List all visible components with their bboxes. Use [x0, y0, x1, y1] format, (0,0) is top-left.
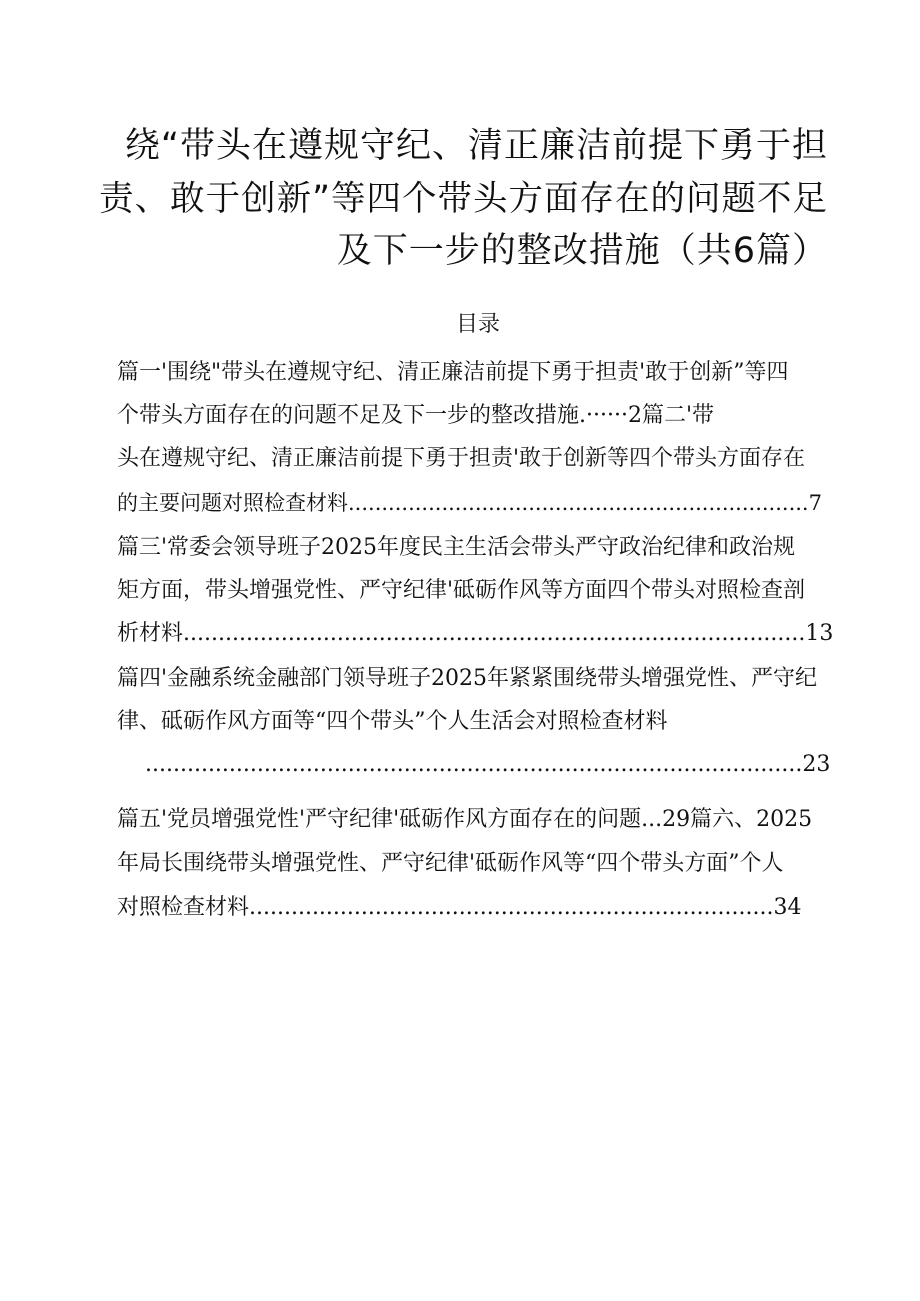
- toc-line: 篇五'党员增强党性'严守纪律'砥砺作风方面存在的问题...29篇六、2025: [117, 807, 813, 832]
- toc-line: 律、砥砺作风方面等“四个带头”个人生活会对照检查材料: [117, 709, 668, 734]
- toc-line: 年局长围绕带头增强党性、严守纪律'砥砺作风等“四个带头方面”个人: [117, 851, 784, 876]
- toc-line: 析材料.........................................................................................13: [117, 621, 834, 646]
- toc-line: 篇一'围绕"带头在遵规守纪、清正廉洁前提下勇于担责'敢于创新”等四: [117, 360, 789, 385]
- toc-line: 矩方面，带头增强党性、严守纪律'砥砺作风等方面四个带头对照检查剖: [117, 578, 806, 603]
- document-title-line-2: 责、敢于创新”等四个带头方面存在的问题不足: [99, 179, 828, 219]
- toc-line: 对照检查材料...........................................................................34: [117, 895, 802, 920]
- toc-line: 篇四'金融系统金融部门领导班子2025年紧紧围绕带头增强党性、严守纪: [117, 666, 818, 691]
- toc-line: ..............................................................................................23: [145, 752, 831, 777]
- toc-line: 的主要问题对照检查材料.....................................................................7: [117, 491, 822, 515]
- toc-line: 篇三'常委会领导班子2025年度民主生活会带头严守政治纪律和政治规: [117, 535, 796, 560]
- document-title-line-3: 及下一步的整改措施（共6篇）: [336, 231, 828, 271]
- toc-line: 头在遵规守纪、清正廉洁前提下勇于担责'敢于创新等四个带头方面存在: [117, 446, 806, 471]
- toc-line: 个带头方面存在的问题不足及下一步的整改措施.······2篇二'带: [117, 403, 714, 428]
- toc-heading: 目录: [455, 312, 500, 337]
- document-title-line-1: 绕“带头在遵规守纪、清正廉洁前提下勇于担: [124, 126, 828, 166]
